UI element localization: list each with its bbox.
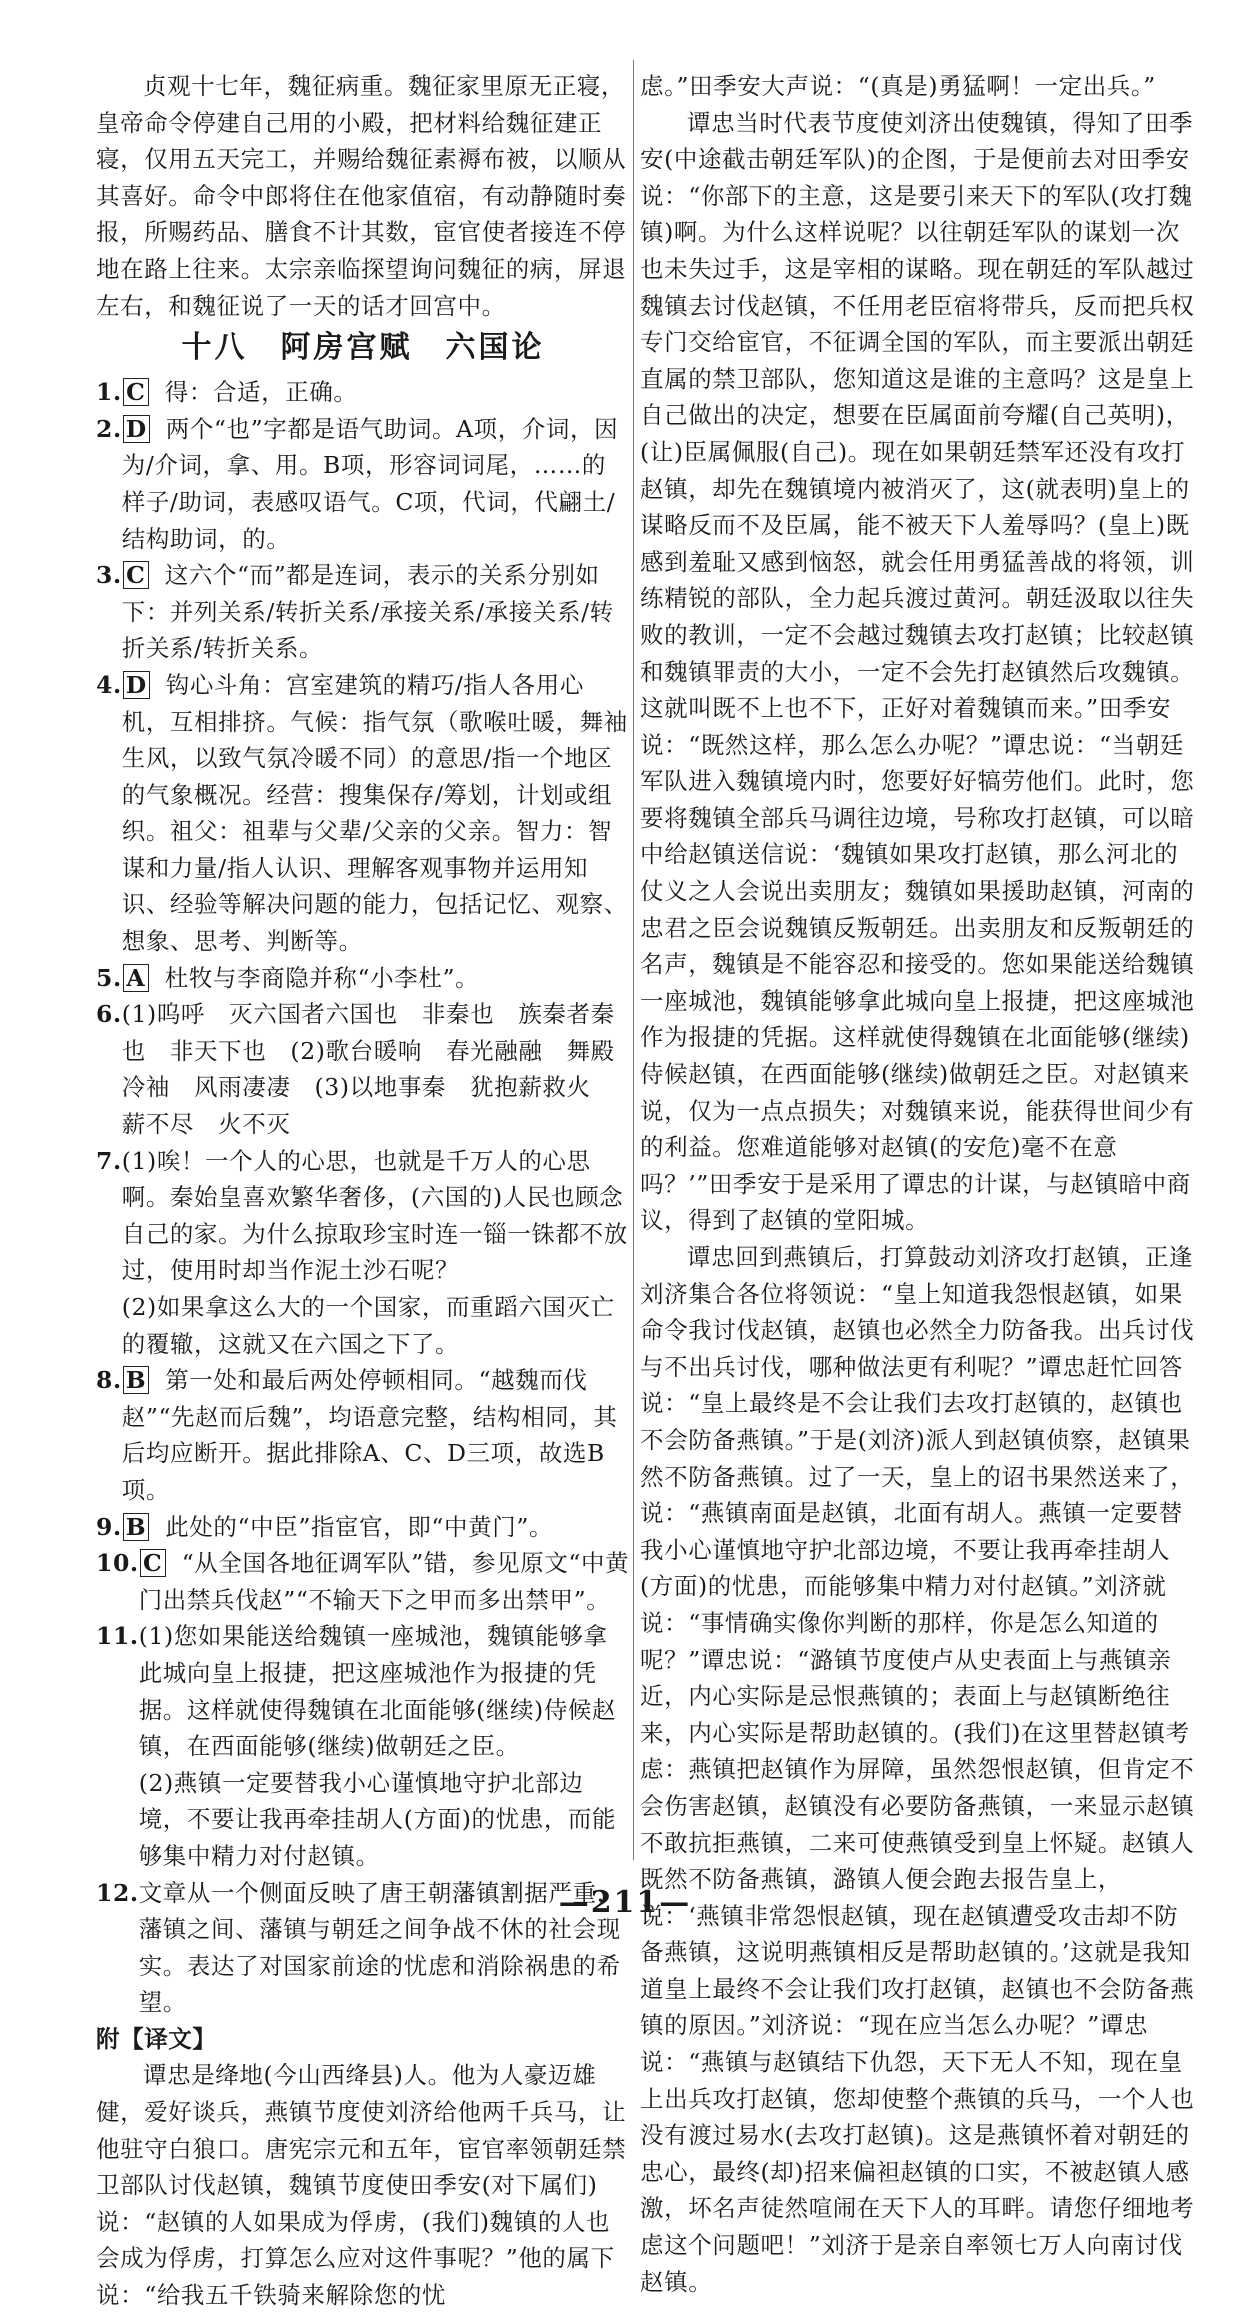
appendix-title: 【译文】 — [120, 2024, 217, 2053]
answer-choice-box: D — [123, 415, 150, 443]
explanation-text: 杜牧与李商隐并称“小李杜”。 — [164, 963, 480, 992]
answer-body — [122, 960, 630, 997]
answer-body — [122, 1509, 630, 1546]
question-number: 4. — [96, 670, 122, 699]
answer-body — [139, 1545, 630, 1618]
answer-item — [96, 557, 630, 667]
section-title: 十八 阿房宫赋 六国论 — [181, 330, 545, 366]
sub-answer: (2)燕镇一定要替我小心谨慎地守护北部边境，不要让我再牵挂胡人(方面)的忧患，而能够集中精力对付赵镇。 — [138, 1768, 617, 1870]
explanation-text: “从全国各地征调军队”错，参见原文“中黄门出禁兵伐赵”“不输天下之甲而多出禁甲”。 — [138, 1549, 630, 1614]
answer-choice-box: C — [123, 378, 149, 406]
answer-item — [96, 1545, 630, 1618]
previous-translation-ending: 贞观十七年，魏征病重。魏征家里原无正寝，皇帝命令停建自己用的小殿，把材料给魏征建正寝，仅用五天完工，并赐给魏征素褥布被，以顺从其喜好。命令中郎将住在他家值宿，有动静随时奏报，所赐药品、膳食不计其数，宦官使者接连不停地在路上往来。太宗亲临探望询问魏征的病，屏退左右，和魏征说了一天的话才回宫中。 — [96, 72, 627, 320]
answer-item — [96, 1509, 630, 1546]
explanation-text: 两个“也”字都是语气助词。A项，介词，因为/介词，拿、用。B项，形容词词尾，……的样子/助词，表感叹语气。C项，代词，代翩土/结构助词，的。 — [121, 414, 619, 553]
question-number: 1. — [96, 378, 122, 407]
answer-body — [122, 557, 630, 667]
answer-choice-box: A — [123, 964, 149, 992]
answer-body — [122, 1143, 630, 1363]
answer-body — [122, 667, 630, 960]
right-column — [640, 68, 1198, 2300]
page-number: —211— — [558, 1885, 692, 1920]
question-number: 5. — [96, 963, 122, 992]
answer-body — [122, 411, 630, 557]
question-number: 7. — [96, 1146, 122, 1175]
answer-choice-box: D — [123, 671, 150, 699]
answer-item — [96, 667, 630, 960]
translation-right-paragraph-2: 谭忠回到燕镇后，打算鼓动刘济攻打赵镇，正逢刘济集合各位将领说：“皇上知道我怨恨赵镇，如果命令我讨伐赵镇，赵镇也必然全力防备我。出兵讨伐与不出兵讨伐，哪种做法更有利呢？”谭忠赶忙回答说：“皇上最终是不会让我们去攻打赵镇的，赵镇也不会防备燕镇。”于是(刘济)派人到赵镇侦察，赵镇果然不防备燕镇。过了一天，皇上的诏书果然送来了，说：“燕镇南面是赵镇，北面有胡人。燕镇一定要替我小心谨慎地守护北部边境，不要让我再牵挂胡人(方面)的忧患，而能够集中精力对付赵镇。”刘济就说：“事情确实像你判断的那样，你是怎么知道的呢？”谭忠说：“潞镇节度使卢从史表面上与燕镇亲近，内心实际是忌恨燕镇的；表面上与赵镇断绝往来，内心实际是帮助赵镇的。(我们)在这里替赵镇考虑：燕镇把赵镇作为屏障，虽然怨恨赵镇，但肯定不会伤害赵镇，赵镇没有必要防备燕镇，一来显示赵镇不敢抗拒燕镇，二来可使燕镇受到皇上怀疑。赵镇人既然不防备燕镇，潞镇人便会跑去报告皇上，说：‘燕镇非常怨恨赵镇，现在赵镇遭受攻击却不防备燕镇，这说明燕镇相反是帮助赵镇的。’这就是我知道皇上最终不会让我们攻打赵镇，赵镇也不会防备燕镇的原因。”刘济说：“现在应当怎么办呢？”谭忠说：“燕镇与赵镇结下仇怨，天下无人不知，现在皇上出兵攻打赵镇，您却使整个燕镇的兵马，一个人也没有渡过易水(去攻打赵镇)。这是燕镇怀着对朝廷的忠心，最终(却)招来偏袒赵镇的口实，不被赵镇人感激，坏名声徒然喧闹在天下人的耳畔。请您仔细地考虑这个问题吧！”刘济于是亲自率领七万人向南讨伐赵镇。 — [640, 1243, 1195, 2296]
answer-choice-box: C — [140, 1549, 166, 1577]
question-number: 3. — [96, 561, 122, 590]
answer-list — [96, 374, 630, 2021]
question-number: 10. — [96, 1549, 139, 1578]
explanation-text: 第一处和最后两处停顿相同。“越魏而伐赵”“先赵而后魏”，均语意完整，结构相同，其后均应断开。据此排除A、C、D三项，故选B项。 — [121, 1366, 618, 1504]
question-number: 2. — [96, 414, 122, 443]
answer-item — [96, 1618, 630, 1874]
appendix-heading — [96, 2021, 630, 2058]
column-divider — [633, 60, 634, 1860]
sub-answer: (1)唉！一个人的心思，也就是千万人的心思啊。秦始皇喜欢繁华奢侈，(六国的)人民也顾念自己的家。为什么掠取珍宝时连一锱一铢都不放过，使用时却当作泥土沙石呢？ — [121, 1146, 628, 1285]
answer-item — [96, 960, 630, 997]
explanation-text: 文章从一个侧面反映了唐王朝藩镇割据严重，藩镇之间、藩镇与朝廷之间争战不休的社会现实。表达了对国家前途的忧虑和消除祸患的希望。 — [138, 1878, 621, 2017]
sub-answer: (2)如果拿这么大的一个国家，而重蹈六国灭亡的覆辙，这就又在六国之下了。 — [121, 1293, 615, 1358]
explanation-text: (1)呜呼 灭六国者六国也 非秦也 族秦者秦也 非天下也 (2)歌台暖响 春光融融 舞殿冷袖 风雨凄凄 (3)以地事秦 犹抱薪救火 薪不尽 火不灭 — [121, 1000, 615, 1139]
answer-item — [96, 374, 630, 411]
translation-left-text: 谭忠是绛地(今山西绛县)人。他为人豪迈雄健，爱好谈兵，燕镇节度使刘济给他两千兵马，让他驻守白狼口。唐宪宗元和五年，宦官率领朝廷禁卫部队讨伐赵镇，魏镇节度使田季安(对下属们)说：“赵镇的人如果成为俘虏，(我们)魏镇的人也会成为俘虏，打算怎么应对这件事呢？”他的属下说：“给我五千铁骑来解除您的忧 — [96, 2061, 627, 2310]
explanation-text: 钩心斗角：宫室建筑的精巧/指人各用心机，互相排挤。气候：指气氛（歌喉吐暖，舞袖生风，以致气氛冷暖不同）的意思/指一个地区的气象概况。经营：搜集保存/筹划，计划或组织。祖父：祖辈与父辈/父亲的父亲。智力：智谋和力量/指人认识、理解客观事物并运用知识、经验等解决问题的能力，包括记忆、观察、想象、思考、判断等。 — [121, 670, 628, 956]
question-number: 12. — [96, 1878, 139, 1907]
explanation-text: 这六个“而”都是连词，表示的关系分别如下：并列关系/转折关系/承接关系/承接关系/转折关系/转折关系。 — [121, 561, 614, 663]
answer-item — [96, 996, 630, 1142]
left-column — [96, 68, 630, 2314]
explanation-text: 得：合适，正确。 — [164, 378, 358, 407]
question-number: 11. — [96, 1622, 139, 1651]
answer-item — [96, 1143, 630, 1363]
sub-answer: (1)您如果能送给魏镇一座城池，魏镇能够拿此城向皇上报捷，把这座城池作为报捷的凭据。这样就使得魏镇在北面能够(继续)侍候赵镇，在西面能够(继续)做朝廷之臣。 — [138, 1622, 617, 1761]
appendix-label: 附 — [96, 2024, 121, 2053]
explanation-text: 此处的“中臣”指宦官，即“中黄门”。 — [165, 1512, 554, 1541]
answer-choice-box: B — [123, 1366, 149, 1394]
answer-body — [122, 374, 630, 411]
answer-body — [122, 1362, 630, 1508]
question-number: 8. — [96, 1366, 122, 1395]
answer-choice-box: C — [123, 561, 149, 589]
translation-right-continuation: 虑。”田季安大声说：“(真是)勇猛啊！一定出兵。” — [640, 72, 1156, 100]
answer-choice-box: B — [123, 1513, 149, 1541]
answer-item — [96, 411, 630, 557]
answer-item — [96, 1362, 630, 1508]
question-number: 9. — [96, 1512, 122, 1541]
translation-right-paragraph-1: 谭忠当时代表节度使刘济出使魏镇，得知了田季安(中途截击朝廷军队)的企图，于是便前去对田季安说：“你部下的主意，这是要引来天下的军队(攻打魏镇)啊。为什么这样说呢？以往朝廷军队的谋划一次也未失过手，这是宰相的谋略。现在朝廷的军队越过魏镇去讨伐赵镇，不任用老臣宿将带兵，反而把兵权专门交给宦官，不征调全国的军队，而主要派出朝廷直属的禁卫部队，您知道这是谁的主意吗？这是皇上自己做出的决定，想要在臣属面前夸耀(自己英明)，(让)臣属佩服(自己)。现在如果朝廷禁军还没有攻打赵镇，却先在魏镇境内被消灭了，这(就表明)皇上的谋略反而不及臣属，能不被天下人羞辱吗？(皇上)既感到羞耻又感到恼怒，就会任用勇猛善战的将领，训练精锐的部队，全力起兵渡过黄河。朝廷汲取以往失败的教训，一定不会越过魏镇去攻打赵镇；比较赵镇和魏镇罪责的大小，一定不会先打赵镇然后攻魏镇。这就叫既不上也不下，正好对着魏镇而来。”田季安说：“既然这样，那么怎么办呢？”谭忠说：“当朝廷军队进入魏镇境内时，您要好好犒劳他们。此时，您要将魏镇全部兵马调往边境，号称攻打赵镇，可以暗中给赵镇送信说：‘魏镇如果攻打赵镇，那么河北的仗义之人会说出卖朋友；魏镇如果援助赵镇，河南的忠君之臣会说魏镇反叛朝廷。出卖朋友和反叛朝廷的名声，魏镇是不能容忍和接受的。您如果能送给魏镇一座城池，魏镇能够拿此城向皇上报捷，把这座城池作为报捷的凭据。这样就使得魏镇在北面能够(继续)侍候赵镇，在西面能够(继续)做朝廷之臣。对赵镇来说，仅为一点点损失；对魏镇来说，能获得世间少有的利益。您难道能够对赵镇(的安危)毫不在意吗？’”田季安于是采用了谭忠的计谋，与赵镇暗中商议，得到了赵镇的堂阳城。 — [640, 108, 1195, 1235]
answer-body — [139, 1618, 630, 1874]
question-number: 6. — [96, 1000, 122, 1029]
answer-body — [122, 996, 630, 1142]
